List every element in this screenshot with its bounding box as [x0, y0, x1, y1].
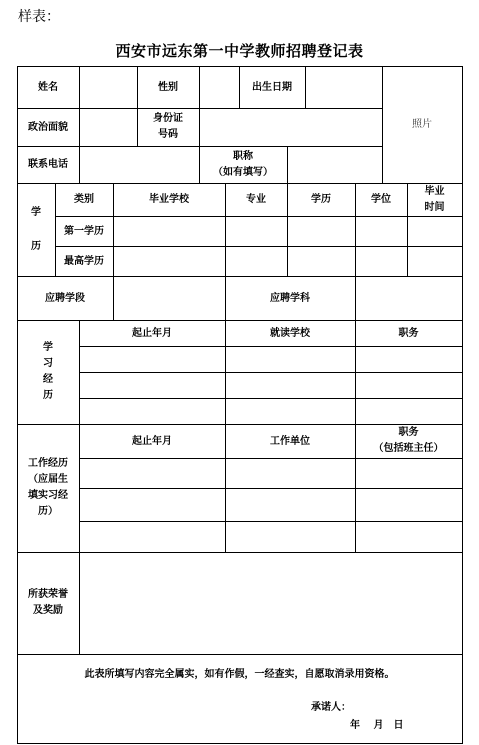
work-side-line1: 工作经历: [28, 458, 68, 469]
study-header-post: 职务: [398, 327, 419, 339]
study-side-char3: 经: [43, 374, 53, 385]
apply-level-field[interactable]: [113, 276, 225, 320]
sample-label: 样表：: [18, 9, 60, 25]
birth-field[interactable]: [305, 66, 382, 108]
declaration-statement: 此表所填写内容完全属实，如有作假，一经查实，自愿取消录用资格。: [84, 669, 395, 680]
work-side-label: [17, 424, 79, 552]
edu-header-category: 类别: [74, 194, 94, 205]
form-title: 西安市远东第一中学教师招聘登记表: [115, 42, 364, 60]
photo-box[interactable]: 照片: [412, 119, 432, 130]
apply-subject-field[interactable]: [355, 276, 462, 320]
grad-label-line1: 毕业: [424, 185, 445, 197]
grid-line: [79, 458, 463, 459]
grid-line: [55, 216, 463, 217]
study-side-char2: 习: [43, 358, 53, 369]
sign-date: 年 月 日: [350, 720, 404, 731]
rank-label-line2: （如有填写）: [213, 166, 273, 178]
pledger-label: 承诺人：: [311, 702, 351, 713]
awards-label: [17, 552, 79, 654]
id-label-line1: 身份证: [153, 113, 183, 124]
edu-header-grad-time: [407, 183, 462, 216]
work-header-period: 起止年月: [132, 435, 172, 447]
work-side-line2: （应届生: [28, 474, 68, 485]
id-number-field[interactable]: [199, 108, 382, 146]
gender-label: 性别: [158, 81, 178, 93]
work-post-line1: 职务: [398, 427, 419, 438]
grid-line: [79, 398, 463, 399]
phone-label: 联系电话: [28, 159, 68, 170]
name-field[interactable]: [79, 66, 137, 108]
birth-label: 出生日期: [252, 81, 292, 93]
grid-line: [79, 488, 463, 489]
grid-line: [17, 743, 463, 744]
work-post-line2: （包括班主任）: [373, 443, 444, 454]
grid-line: [462, 66, 463, 744]
rank-label-line1: 职称: [233, 150, 253, 162]
title-rank-label: [199, 146, 287, 183]
apply-level-label: 应聘学段: [45, 292, 85, 304]
politics-field[interactable]: [79, 108, 137, 146]
id-number-label: [137, 108, 199, 146]
grid-line: [17, 654, 463, 655]
grid-line: [79, 346, 463, 347]
work-side-line4: 历）: [38, 506, 58, 517]
id-label-line2: 号码: [158, 129, 178, 140]
edu-header-degree: 学位: [371, 194, 391, 205]
title-rank-field[interactable]: [287, 146, 382, 183]
education-side-char2: 历: [31, 240, 41, 252]
edu-header-degree-level: 学历: [311, 194, 331, 205]
study-side-char4: 历: [43, 390, 53, 401]
work-header-post: [355, 424, 462, 458]
work-side-line3: 填实习经: [28, 490, 68, 501]
edu-row-highest: 最高学历: [64, 255, 104, 267]
apply-subject-label: 应聘学科: [270, 292, 310, 304]
awards-field[interactable]: [79, 552, 462, 654]
name-label: 姓名: [38, 81, 58, 93]
grid-line: [79, 521, 463, 522]
education-side-char1: 学: [31, 206, 41, 218]
study-header-school: 就读学校: [270, 327, 310, 339]
awards-label-line1: 所获荣誉: [28, 589, 68, 600]
study-header-period: 起止年月: [132, 327, 172, 339]
education-side-label: [17, 183, 55, 276]
study-side-char1: 学: [43, 342, 53, 353]
grid-line: [79, 372, 463, 373]
edu-row-first: 第一学历: [64, 225, 104, 237]
gender-field[interactable]: [199, 66, 239, 108]
grad-label-line2: 时间: [424, 201, 445, 213]
politics-label: 政治面貌: [28, 121, 68, 133]
awards-label-line2: 及奖励: [33, 605, 63, 616]
registration-table: [17, 66, 462, 743]
grid-line: [55, 246, 463, 247]
study-side-label: [17, 320, 79, 424]
phone-field[interactable]: [79, 146, 199, 183]
work-header-unit: 工作单位: [270, 435, 310, 447]
edu-header-school: 毕业学校: [149, 194, 189, 205]
edu-header-major: 专业: [246, 194, 266, 205]
